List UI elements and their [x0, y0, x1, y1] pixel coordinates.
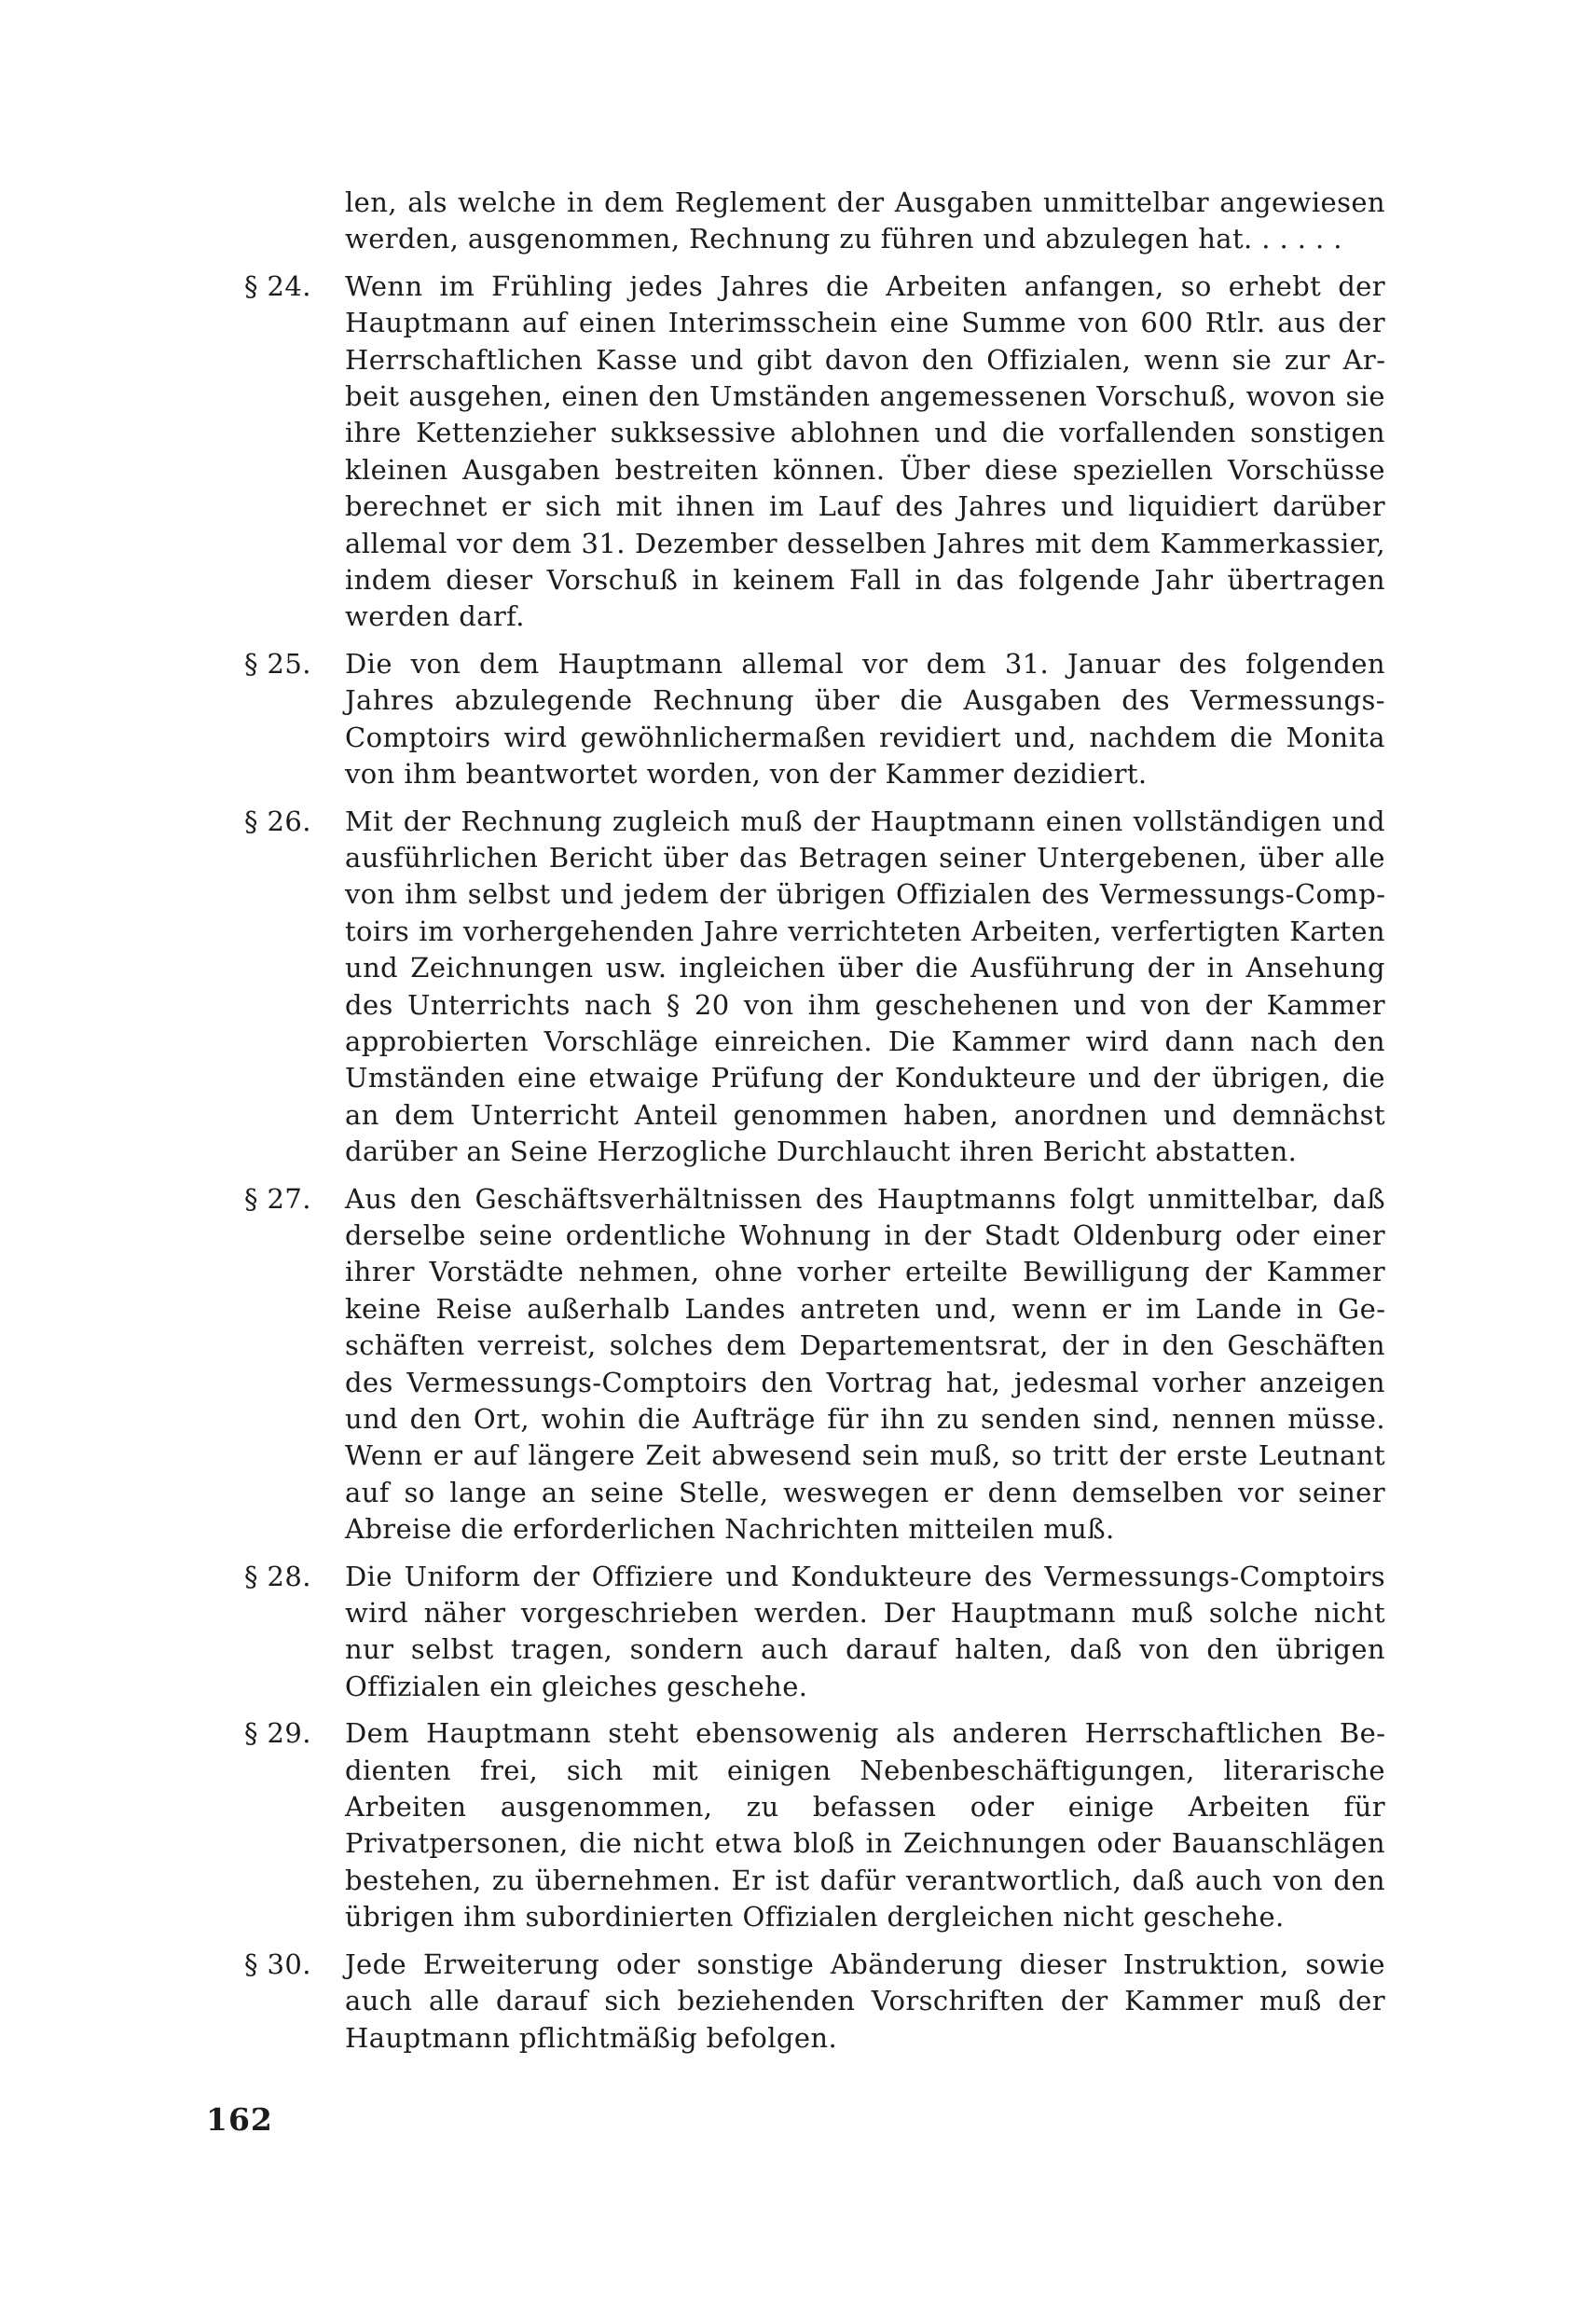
paragraph-28 — [244, 1559, 1385, 1706]
paragraph-30 — [244, 1947, 1385, 2057]
continuation-text: len, als welche in dem Reglement der Ausgaben unmittelbar angewiesen werden, ausgenommen, Rechnung zu führen und abzulegen hat. . . . . . — [345, 186, 1385, 255]
paragraph-text: Die Uniform der Offiziere und Kondukteure des Vermessungs-Comptoirs wird näher vorgeschrieben werden. Der Hauptmann muß solche nicht nur selbst tragen, sondern auch darauf halten, daß von den übrigen Offizialen ein gleiches geschehe. — [345, 1560, 1385, 1702]
paragraph-text: Mit der Rechnung zugleich muß der Hauptmann einen vollständigen und ausführlichen Bericht über das Betragen seiner Untergebenen, über alle von ihm selbst und jedem der übrigen Offizialen des Vermessungs-Comptoirs im vorhergehenden Jahre verrichteten Arbeiten, verfertigten Karten und Zeichnungen usw. ingleichen über die Ausführung der in Ansehung des Unterrichts nach § 20 von ihm geschehenen und von der Kammer approbierten Vorschläge einreichen. Die Kammer wird dann nach den Umständen eine etwaige Prüfung der Kondukteure und der übrigen, die an dem Unterricht Anteil genommen haben, anordnen und demnächst darüber an Seine Herzogliche Durchlaucht ihren Bericht abstatten. — [345, 805, 1385, 1168]
paragraph-text: Die von dem Hauptmann allemal vor dem 31. Januar des folgenden Jahres abzulegende Rechnung über die Ausgaben des Vermessungs-Comptoirs wird gewöhnlichermaßen revidiert und, nachdem die Monita von ihm beantwortet worden, von der Kammer dezidiert. — [345, 647, 1385, 791]
continuation-paragraph — [244, 185, 1385, 258]
paragraph-25 — [244, 646, 1385, 793]
paragraph-text: Jede Erweiterung oder sonstige Abänderung dieser Instruktion, sowie auch alle darauf sich beziehenden Vorschriften der Kammer muß der Hauptmann pflichtmäßig befolgen. — [345, 1947, 1385, 2054]
section-number: § 25. — [244, 647, 311, 680]
page-number: 162 — [206, 2101, 273, 2138]
paragraph-27 — [244, 1181, 1385, 1548]
section-number: § 24. — [244, 269, 311, 302]
section-number: § 30. — [244, 1947, 311, 1980]
paragraph-text: Aus den Geschäftsverhältnissen des Hauptmanns folgt unmittelbar, daß derselbe seine ordentliche Wohnung in der Stadt Oldenburg oder einer ihrer Vorstädte nehmen, ohne vorher erteilte Bewilligung der Kammer keine Reise außerhalb Landes antreten und, wenn er im Lande in Geschäften verreist, solches dem Departementsrat, der in den Geschäften des Vermessungs-Comptoirs den Vortrag hat, jedesmal vorher anzeigen und den Ort, wohin die Aufträge für ihn zu senden sind, nennen müsse. Wenn er auf längere Zeit abwesend sein muß, so tritt der erste Leutnant auf so lange an seine Stelle, weswegen er denn demselben vor seiner Abreise die erforderlichen Nachrichten mitteilen muß. — [345, 1182, 1385, 1546]
body-text — [244, 185, 1385, 2067]
paragraph-29 — [244, 1715, 1385, 1935]
paragraph-text: Dem Hauptmann steht ebensowenig als anderen Herrschaftlichen Bedienten frei, sich mit einigen Nebenbeschäftigungen, literarische Arbeiten ausgenommen, zu befassen oder einige Arbeiten für Privatpersonen, die nicht etwa bloß in Zeichnungen oder Bauanschlägen bestehen, zu übernehmen. Er ist dafür verantwortlich, daß auch von den übrigen ihm subordinierten Offizialen dergleichen nicht geschehe. — [345, 1717, 1385, 1934]
section-number: § 26. — [244, 805, 311, 837]
paragraph-24 — [244, 268, 1385, 636]
section-number: § 28. — [244, 1560, 311, 1592]
paragraph-26 — [244, 804, 1385, 1171]
section-number: § 29. — [244, 1717, 311, 1750]
paragraph-text: Wenn im Frühling jedes Jahres die Arbeiten anfangen, so erhebt der Hauptmann auf einen Interimsschein eine Summe von 600 Rtlr. aus der Herrschaftlichen Kasse und gibt davon den Offizialen, wenn sie zur Arbeit ausgehen, einen den Umständen angemessenen Vorschuß, wovon sie ihre Kettenzieher sukksessive ablohnen und die vorfallenden sonstigen kleinen Ausgaben bestreiten können. Über diese speziellen Vorschüsse berechnet er sich mit ihnen im Lauf des Jahres und liquidiert darüber allemal vor dem 31. Dezember desselben Jahres mit dem Kammerkassier, indem dieser Vorschuß in keinem Fall in das folgende Jahr übertragen werden darf. — [345, 269, 1385, 633]
section-number: § 27. — [244, 1182, 311, 1215]
